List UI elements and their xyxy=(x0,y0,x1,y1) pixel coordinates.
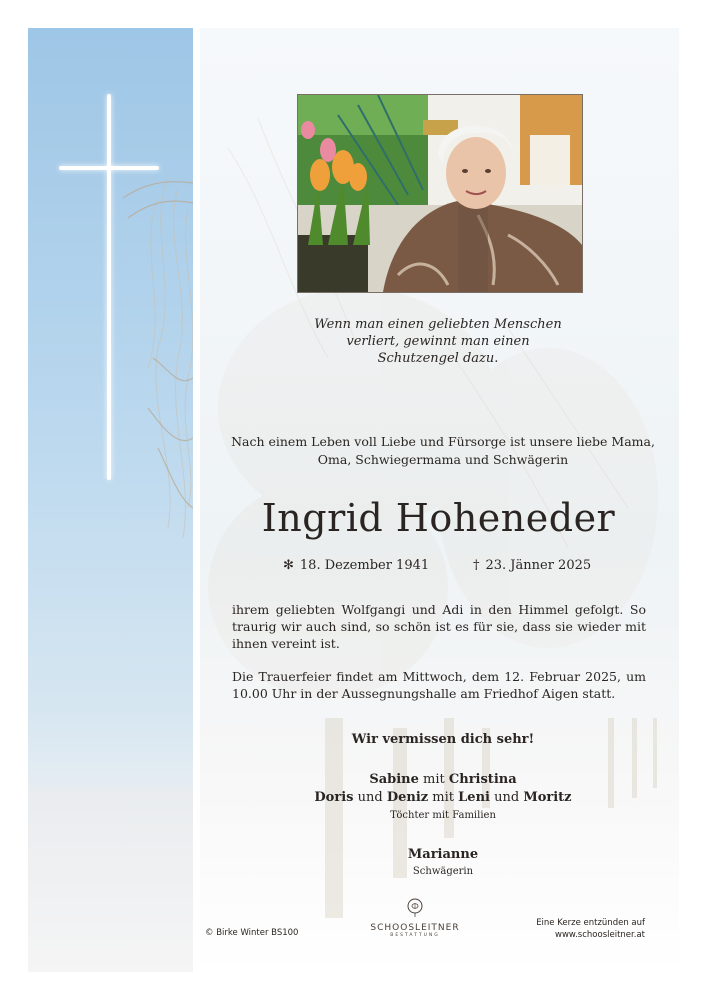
mourner-name: Sabine xyxy=(369,772,419,787)
mourner-line-1 xyxy=(228,771,658,789)
intro-text xyxy=(228,433,658,469)
cross-icon xyxy=(107,94,111,480)
death-cross-icon: † xyxy=(473,558,480,573)
portrait-photo xyxy=(297,94,583,293)
death-date-group xyxy=(473,558,591,573)
mourner-name: Leni xyxy=(458,790,490,805)
candle-link[interactable] xyxy=(490,917,645,941)
mourner-name: Christina xyxy=(448,772,517,787)
intro-line: Oma, Schwiegermama und Schwägerin xyxy=(317,452,569,467)
mourner-line-3 xyxy=(228,846,658,864)
connector: mit xyxy=(432,790,455,805)
mourner-name: Doris xyxy=(314,790,354,805)
candle-text: Eine Kerze entzünden auf xyxy=(536,918,645,928)
funeral-home-logo[interactable] xyxy=(360,898,470,938)
quote-line: verliert, gewinnt man einen xyxy=(346,334,530,349)
quote-line: Wenn man einen geliebten Menschen xyxy=(314,317,562,332)
mourner-name: Deniz xyxy=(386,790,429,805)
deceased-name: Ingrid Hoheneder xyxy=(261,496,616,540)
mourner-line-2 xyxy=(228,789,658,807)
farewell-line: Wir vermissen dich sehr! xyxy=(351,732,535,747)
logo-subtitle: BESTATTUNG xyxy=(390,933,440,938)
connector: mit xyxy=(423,772,445,787)
cross-icon-beam xyxy=(59,166,159,170)
connector: und xyxy=(357,790,383,805)
quote-line: Schutzengel dazu. xyxy=(377,351,499,366)
obituary-card xyxy=(28,28,679,972)
mourner-name: Marianne xyxy=(407,847,479,862)
intro-line: Nach einem Leben voll Liebe und Fürsorge ist unsere liebe Mama, xyxy=(231,434,655,449)
memorial-quote xyxy=(268,316,608,367)
logo-name: SCHOOSLEITNER xyxy=(370,923,460,933)
rose-icon xyxy=(406,898,424,918)
death-date: 23. Jänner 2025 xyxy=(485,558,592,573)
obituary-paragraph: ihrem geliebten Wolfgangi und Adi in den Himmel gefolgt. So traurig wir auch sind, so schön ist es für sie, dass sie wieder mit ihnen vereint ist. xyxy=(232,602,646,651)
birth-date: 18. Dezember 1941 xyxy=(299,558,430,573)
candle-url[interactable]: www.schoosleitner.at xyxy=(555,930,645,940)
connector: und xyxy=(494,790,520,805)
relation-label: Töchter mit Familien xyxy=(390,810,496,821)
image-credit: © Birke Winter BS100 xyxy=(205,928,299,938)
relation-label: Schwägerin xyxy=(412,866,474,877)
birth-star-icon: ✻ xyxy=(283,558,294,573)
funeral-info: Die Trauerfeier findet am Mittwoch, dem 12. Februar 2025, um 10.00 Uhr in der Aussegnungshalle am Friedhof Aigen statt. xyxy=(232,669,646,701)
birth-date-group xyxy=(283,558,429,573)
mourner-name: Moritz xyxy=(523,790,572,805)
